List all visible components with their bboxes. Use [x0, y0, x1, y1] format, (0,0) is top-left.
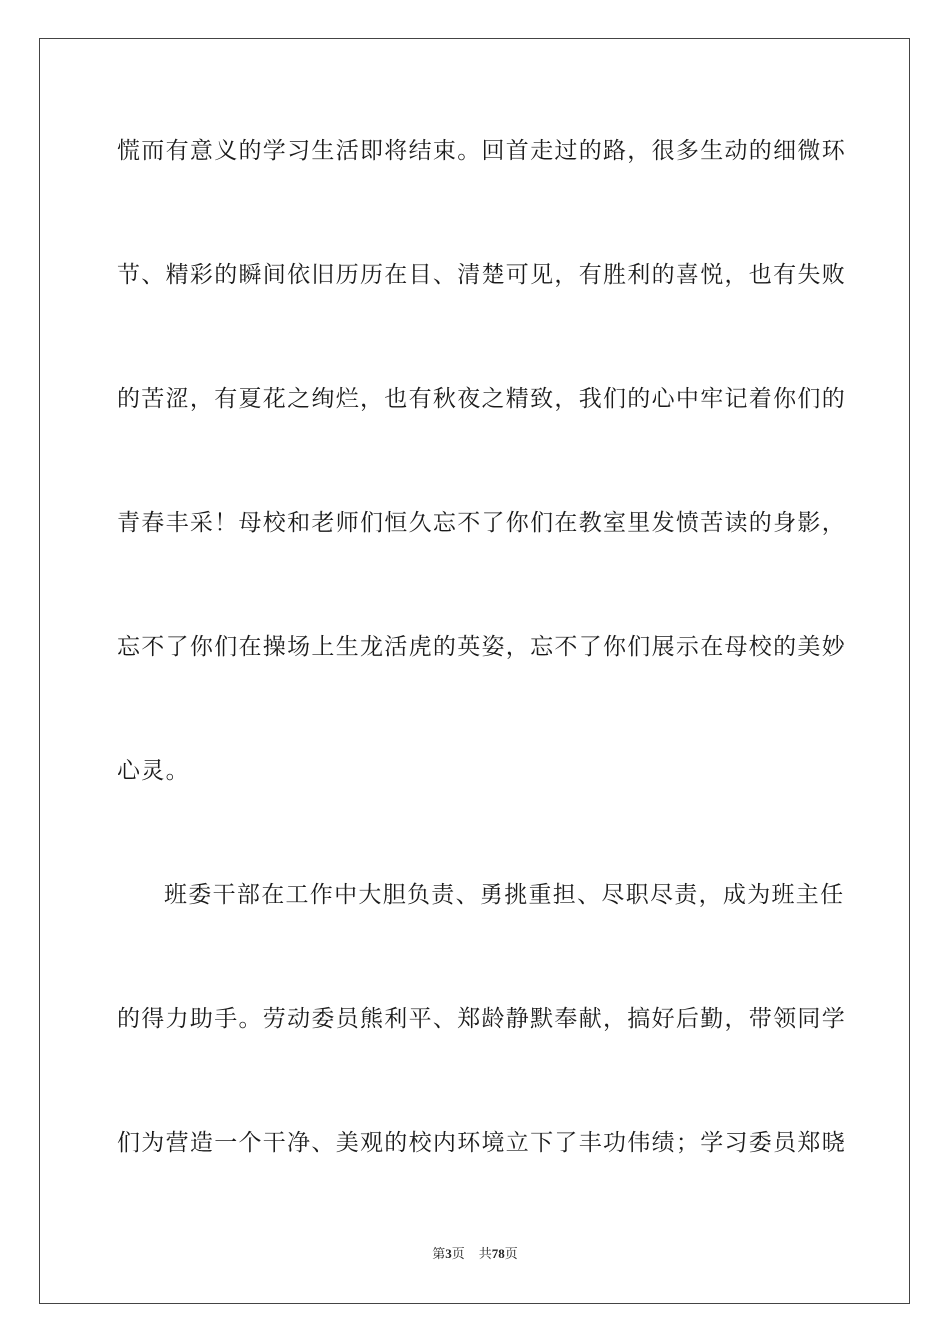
- footer-page-prefix: 第: [432, 1246, 446, 1261]
- paragraph-line-1: 慌而有意义的学习生活即将结束。回首走过的路，很多生动的细微环: [117, 138, 846, 164]
- footer-total-pages: 78: [491, 1246, 505, 1261]
- footer-page-number: 3: [445, 1246, 452, 1261]
- page-border: [39, 38, 910, 1304]
- paragraph-line-3: 的苦涩，有夏花之绚烂，也有秋夜之精致，我们的心中牢记着你们的: [117, 386, 846, 412]
- footer-total-prefix: 共: [478, 1246, 492, 1261]
- paragraph-line-6: 心灵。: [117, 758, 190, 784]
- paragraph-line-8: 的得力助手。劳动委员熊利平、郑龄静默奉献，搞好后勤，带领同学: [117, 1006, 846, 1032]
- page-footer: [0, 1245, 950, 1263]
- paragraph-line-9: 们为营造一个干净、美观的校内环境立下了丰功伟绩；学习委员郑晓: [117, 1130, 846, 1156]
- paragraph-line-7: 班委干部在工作中大胆负责、勇挑重担、尽职尽责，成为班主任: [164, 882, 845, 908]
- paragraph-line-4: 青春丰采！母校和老师们恒久忘不了你们在教室里发愤苦读的身影，: [117, 510, 846, 536]
- footer-page-suffix: 页: [451, 1246, 465, 1261]
- footer-total-suffix: 页: [504, 1246, 518, 1261]
- paragraph-line-5: 忘不了你们在操场上生龙活虎的英姿，忘不了你们展示在母校的美妙: [117, 634, 846, 660]
- paragraph-line-2: 节、精彩的瞬间依旧历历在目、清楚可见，有胜利的喜悦，也有失败: [117, 262, 846, 288]
